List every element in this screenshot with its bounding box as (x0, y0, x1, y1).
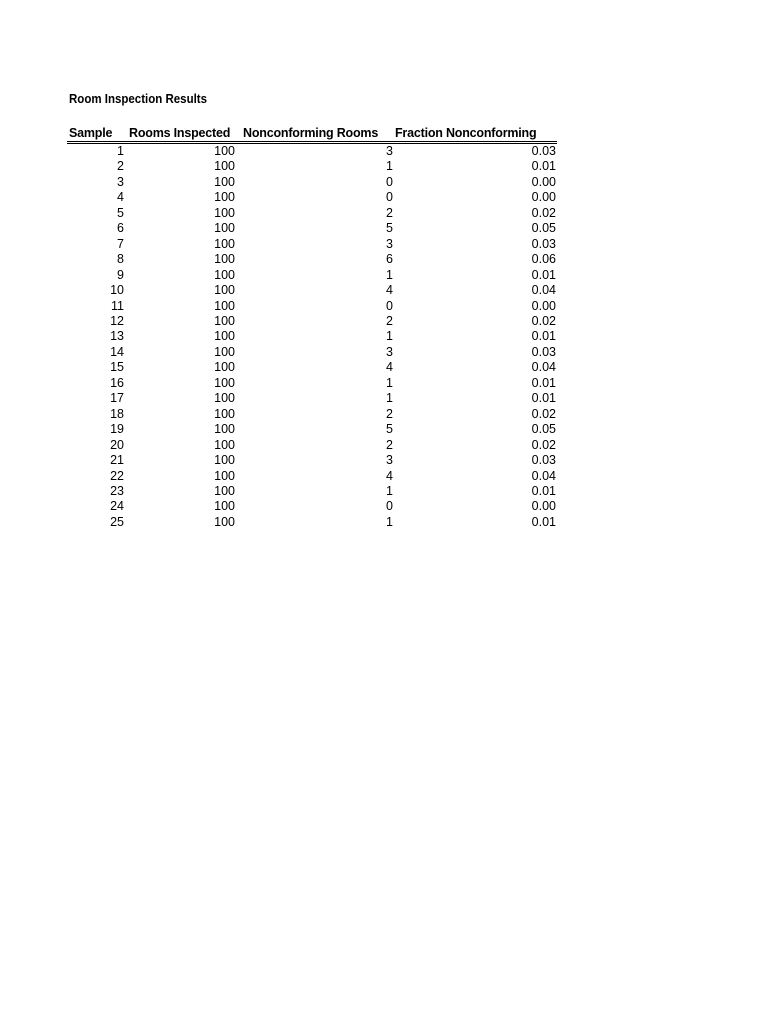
cell-rooms-inspected: 100 (214, 298, 235, 313)
cell-fraction-nonconforming: 0.02 (531, 313, 556, 328)
cell-rooms-inspected: 100 (214, 453, 235, 468)
cell-nonconforming-rooms: 3 (386, 144, 393, 158)
cell-nonconforming-rooms: 0 (386, 190, 393, 205)
table-row (67, 515, 557, 530)
column-header-sample: Sample (67, 125, 127, 143)
cell-nonconforming-rooms: 4 (386, 283, 393, 298)
table-row (67, 221, 557, 236)
table-row (67, 143, 557, 160)
cell-nonconforming-rooms-wrap (241, 376, 393, 391)
table-row (67, 422, 557, 437)
cell-fraction-nonconforming: 0.01 (531, 329, 556, 344)
table-row (67, 376, 557, 391)
cell-rooms-inspected: 100 (214, 267, 235, 282)
cell-fraction-nonconforming: 0.02 (531, 406, 556, 421)
cell-rooms-inspected: 100 (214, 406, 235, 421)
cell-nonconforming-rooms-wrap (241, 159, 393, 174)
cell-fraction-nonconforming: 0.02 (531, 437, 556, 452)
table-row (67, 283, 557, 298)
cell-nonconforming-rooms: 1 (386, 267, 393, 282)
cell-nonconforming-rooms: 0 (386, 499, 393, 514)
cell-rooms-inspected: 100 (214, 252, 235, 267)
cell-fraction-nonconforming: 0.01 (531, 159, 556, 174)
cell-fraction-nonconforming: 0.03 (531, 453, 556, 468)
cell-fraction-nonconforming: 0.02 (531, 205, 556, 220)
cell-sample: 16 (110, 375, 124, 390)
cell-sample: 2 (117, 159, 124, 174)
cell-nonconforming-rooms-wrap (241, 391, 393, 406)
table-body (67, 143, 557, 531)
cell-fraction-nonconforming: 0.06 (531, 252, 556, 267)
table-row (67, 438, 557, 453)
cell-nonconforming-rooms-wrap (241, 314, 393, 329)
cell-rooms-inspected: 100 (214, 422, 235, 437)
cell-sample: 7 (117, 236, 124, 251)
cell-sample: 14 (110, 344, 124, 359)
cell-nonconforming-rooms: 5 (386, 221, 393, 236)
cell-fraction-nonconforming: 0.00 (531, 499, 556, 514)
cell-fraction-nonconforming: 0.00 (531, 298, 556, 313)
cell-sample: 9 (117, 267, 124, 282)
cell-fraction-nonconforming: 0.03 (531, 344, 556, 359)
table-row (67, 159, 557, 174)
cell-nonconforming-rooms-wrap (241, 515, 393, 530)
table-row (67, 391, 557, 406)
table-row (67, 175, 557, 190)
cell-fraction-nonconforming: 0.01 (531, 267, 556, 282)
cell-nonconforming-rooms: 1 (386, 483, 393, 498)
cell-nonconforming-rooms-wrap (241, 175, 393, 190)
cell-nonconforming-rooms-wrap (241, 469, 393, 484)
cell-nonconforming-rooms: 2 (386, 313, 393, 328)
cell-fraction-nonconforming: 0.01 (531, 483, 556, 498)
cell-nonconforming-rooms: 1 (386, 375, 393, 390)
cell-nonconforming-rooms-wrap (241, 484, 393, 499)
cell-fraction-nonconforming: 0.04 (531, 283, 556, 298)
cell-sample: 8 (117, 252, 124, 267)
table-row (67, 329, 557, 344)
cell-sample: 10 (110, 283, 124, 298)
table-row (67, 299, 557, 314)
table-row (67, 268, 557, 283)
cell-nonconforming-rooms: 2 (386, 406, 393, 421)
table-row (67, 237, 557, 252)
cell-rooms-inspected: 100 (214, 360, 235, 375)
cell-sample: 5 (117, 205, 124, 220)
cell-sample: 18 (110, 406, 124, 421)
cell-nonconforming-rooms-wrap (241, 190, 393, 205)
cell-nonconforming-rooms-wrap (241, 268, 393, 283)
cell-nonconforming-rooms-wrap (241, 453, 393, 468)
cell-rooms-inspected: 100 (214, 329, 235, 344)
cell-fraction-nonconforming: 0.01 (531, 514, 556, 529)
column-header-nonconforming-rooms: Nonconforming Rooms (241, 125, 393, 143)
cell-nonconforming-rooms: 1 (386, 159, 393, 174)
cell-sample: 22 (110, 468, 124, 483)
cell-rooms-inspected: 100 (214, 174, 235, 189)
cell-rooms-inspected: 100 (214, 375, 235, 390)
cell-nonconforming-rooms-wrap (241, 252, 393, 267)
cell-nonconforming-rooms: 1 (386, 514, 393, 529)
cell-nonconforming-rooms: 0 (386, 298, 393, 313)
cell-rooms-inspected: 100 (214, 468, 235, 483)
table-row (67, 314, 557, 329)
cell-nonconforming-rooms: 5 (386, 422, 393, 437)
cell-rooms-inspected: 100 (214, 144, 235, 158)
cell-nonconforming-rooms: 3 (386, 453, 393, 468)
table-row (67, 252, 557, 267)
cell-nonconforming-rooms: 1 (386, 391, 393, 406)
cell-sample: 12 (110, 313, 124, 328)
cell-nonconforming-rooms-wrap (241, 438, 393, 453)
cell-nonconforming-rooms-wrap (241, 329, 393, 344)
cell-sample: 6 (117, 221, 124, 236)
cell-rooms-inspected: 100 (214, 283, 235, 298)
cell-fraction-nonconforming: 0.00 (531, 190, 556, 205)
table-row (67, 407, 557, 422)
cell-nonconforming-rooms-wrap (241, 422, 393, 437)
table-row (67, 360, 557, 375)
cell-sample: 24 (110, 499, 124, 514)
cell-fraction-nonconforming: 0.05 (531, 221, 556, 236)
cell-rooms-inspected: 100 (214, 391, 235, 406)
cell-fraction-nonconforming: 0.04 (531, 468, 556, 483)
cell-rooms-inspected: 100 (214, 236, 235, 251)
cell-rooms-inspected: 100 (214, 313, 235, 328)
table-row (67, 206, 557, 221)
cell-nonconforming-rooms: 3 (386, 236, 393, 251)
cell-fraction-nonconforming: 0.01 (531, 391, 556, 406)
cell-nonconforming-rooms-wrap (241, 221, 393, 236)
cell-nonconforming-rooms-wrap (241, 283, 393, 298)
cell-sample: 1 (117, 144, 124, 158)
cell-fraction-nonconforming: 0.03 (531, 236, 556, 251)
cell-nonconforming-rooms-wrap (241, 499, 393, 514)
cell-rooms-inspected: 100 (214, 221, 235, 236)
cell-rooms-inspected: 100 (214, 205, 235, 220)
cell-fraction-nonconforming: 0.05 (531, 422, 556, 437)
cell-nonconforming-rooms: 2 (386, 205, 393, 220)
cell-nonconforming-rooms: 6 (386, 252, 393, 267)
table-row (67, 345, 557, 360)
column-header-rooms-inspected: Rooms Inspected (127, 125, 241, 143)
cell-nonconforming-rooms-wrap (241, 345, 393, 360)
cell-rooms-inspected: 100 (214, 159, 235, 174)
cell-fraction-nonconforming: 0.00 (531, 174, 556, 189)
cell-rooms-inspected: 100 (214, 344, 235, 359)
cell-nonconforming-rooms: 2 (386, 437, 393, 452)
cell-nonconforming-rooms-wrap (241, 206, 393, 221)
cell-rooms-inspected: 100 (214, 499, 235, 514)
cell-nonconforming-rooms: 4 (386, 468, 393, 483)
cell-rooms-inspected: 100 (214, 483, 235, 498)
cell-nonconforming-rooms-wrap (241, 299, 393, 314)
cell-rooms-inspected: 100 (214, 190, 235, 205)
cell-sample: 20 (110, 437, 124, 452)
cell-sample: 19 (110, 422, 124, 437)
cell-sample: 25 (110, 514, 124, 529)
cell-sample: 3 (117, 174, 124, 189)
cell-fraction-nonconforming: 0.03 (531, 144, 556, 158)
table-row (67, 190, 557, 205)
cell-sample: 15 (110, 360, 124, 375)
cell-nonconforming-rooms: 0 (386, 174, 393, 189)
column-header-fraction-nonconforming: Fraction Nonconforming (393, 125, 557, 143)
cell-sample: 11 (111, 298, 124, 313)
cell-nonconforming-rooms: 3 (386, 344, 393, 359)
cell-nonconforming-rooms-wrap (241, 237, 393, 252)
results-table (67, 125, 557, 530)
cell-sample: 21 (110, 453, 124, 468)
cell-nonconforming-rooms-wrap (241, 143, 393, 160)
cell-sample: 17 (110, 391, 124, 406)
cell-rooms-inspected: 100 (214, 514, 235, 529)
cell-nonconforming-rooms: 1 (386, 329, 393, 344)
table-row (67, 453, 557, 468)
cell-rooms-inspected: 100 (214, 437, 235, 452)
header-row (67, 125, 557, 143)
table-row (67, 484, 557, 499)
cell-sample: 23 (110, 483, 124, 498)
page-title: Room Inspection Results (69, 92, 208, 106)
cell-nonconforming-rooms: 4 (386, 360, 393, 375)
cell-nonconforming-rooms-wrap (241, 360, 393, 375)
cell-nonconforming-rooms-wrap (241, 407, 393, 422)
cell-sample: 13 (110, 329, 124, 344)
table-row (67, 499, 557, 514)
table-row (67, 469, 557, 484)
cell-fraction-nonconforming: 0.04 (531, 360, 556, 375)
cell-sample: 4 (117, 190, 124, 205)
cell-fraction-nonconforming: 0.01 (531, 375, 556, 390)
